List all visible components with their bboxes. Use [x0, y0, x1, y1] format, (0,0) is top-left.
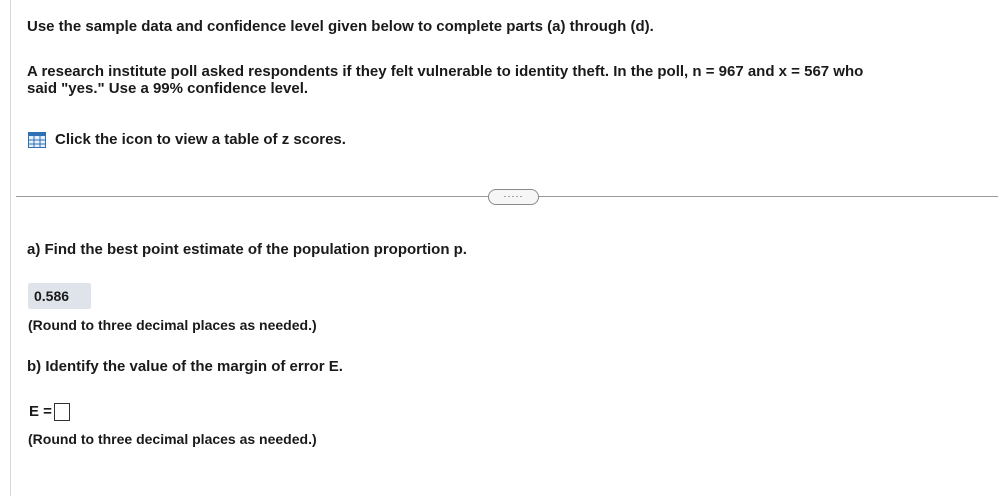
question-panel — [10, 0, 998, 496]
equation-label: E = — [29, 403, 52, 420]
question-text-line-1: A research institute poll asked respondents if they felt vulnerable to identity theft. In the poll, n = 967 and x = 567 who — [27, 63, 864, 80]
z-table-link-label[interactable]: Click the icon to view a table of z scores. — [55, 131, 346, 148]
part-b-prompt: b) Identify the value of the margin of error E. — [27, 358, 343, 375]
instructions-text: Use the sample data and confidence level given below to complete parts (a) through (d). — [27, 18, 654, 35]
z-table-link[interactable] — [28, 131, 346, 149]
part-a-answer-field[interactable]: 0.586 — [28, 283, 91, 309]
part-a-prompt: a) Find the best point estimate of the population proportion p. — [27, 241, 467, 258]
part-a-rounding-hint: (Round to three decimal places as needed.) — [28, 317, 317, 333]
table-grid-icon[interactable] — [28, 132, 46, 148]
question-text-line-2: said "yes." Use a 99% confidence level. — [27, 80, 309, 97]
part-b-rounding-hint: (Round to three decimal places as needed.) — [28, 431, 317, 447]
expand-more-button[interactable]: ····· — [488, 189, 539, 205]
margin-of-error-equation — [29, 403, 70, 421]
margin-of-error-input[interactable] — [54, 403, 70, 421]
